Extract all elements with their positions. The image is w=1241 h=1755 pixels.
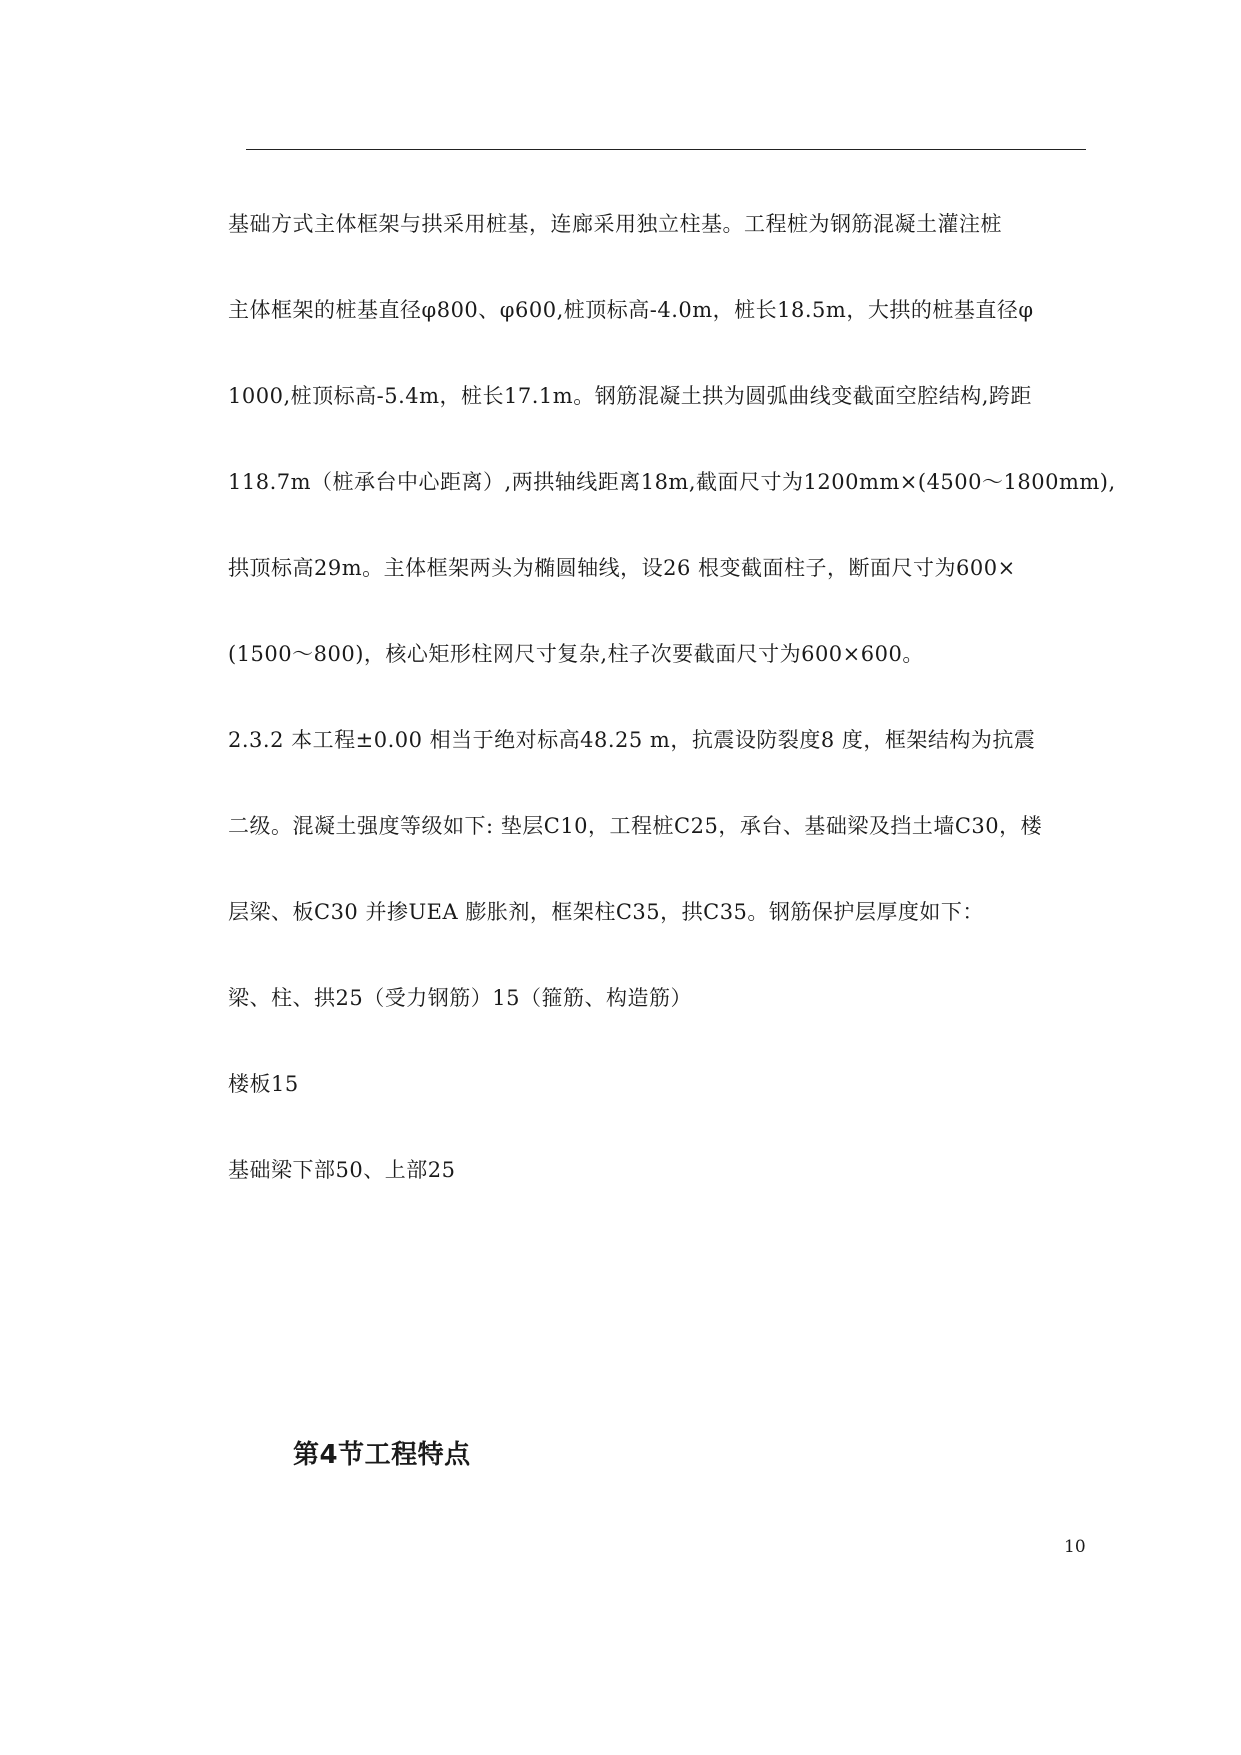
body-line-4: 118.7m（桩承台中心距离）,两拱轴线距离18m,截面尺寸为1200mm×(4500～1800mm), <box>228 470 1116 494</box>
body-line-11: 楼板15 <box>228 1072 299 1096</box>
body-line-10: 梁、柱、拱25（受力钢筋）15（箍筋、构造筋） <box>228 986 692 1010</box>
body-line-1: 基础方式主体框架与拱采用桩基，连廊采用独立柱基。工程桩为钢筋混凝土灌注桩 <box>228 212 1002 236</box>
body-line-9: 层梁、板C30 并掺UEA 膨胀剂，框架柱C35，拱C35。钢筋保护层厚度如下： <box>228 900 984 924</box>
header-rule <box>246 149 1086 150</box>
body-line-7: 2.3.2 本工程±0.00 相当于绝对标高48.25 m，抗震设防裂度8 度，框架结构为抗震 <box>228 728 1036 752</box>
body-line-5: 拱顶标高29m。主体框架两头为椭圆轴线，设26 根变截面柱子，断面尺寸为600× <box>228 556 1016 580</box>
section-title: 第4节工程特点 <box>293 1440 471 1470</box>
body-line-2: 主体框架的桩基直径φ800、φ600,桩顶标高-4.0m，桩长18.5m，大拱的桩基直径φ <box>228 298 1034 322</box>
page-number: 10 <box>1064 1537 1086 1557</box>
body-line-8: 二级。混凝土强度等级如下: 垫层C10，工程桩C25，承台、基础梁及挡土墙C30，楼 <box>228 814 1043 838</box>
body-line-12: 基础梁下部50、上部25 <box>228 1158 456 1182</box>
body-line-3: 1000,桩顶标高-5.4m，桩长17.1m。钢筋混凝土拱为圆弧曲线变截面空腔结构,跨距 <box>228 384 1032 408</box>
body-line-6: (1500～800)，核心矩形柱网尺寸复杂,柱子次要截面尺寸为600×600。 <box>228 642 924 666</box>
